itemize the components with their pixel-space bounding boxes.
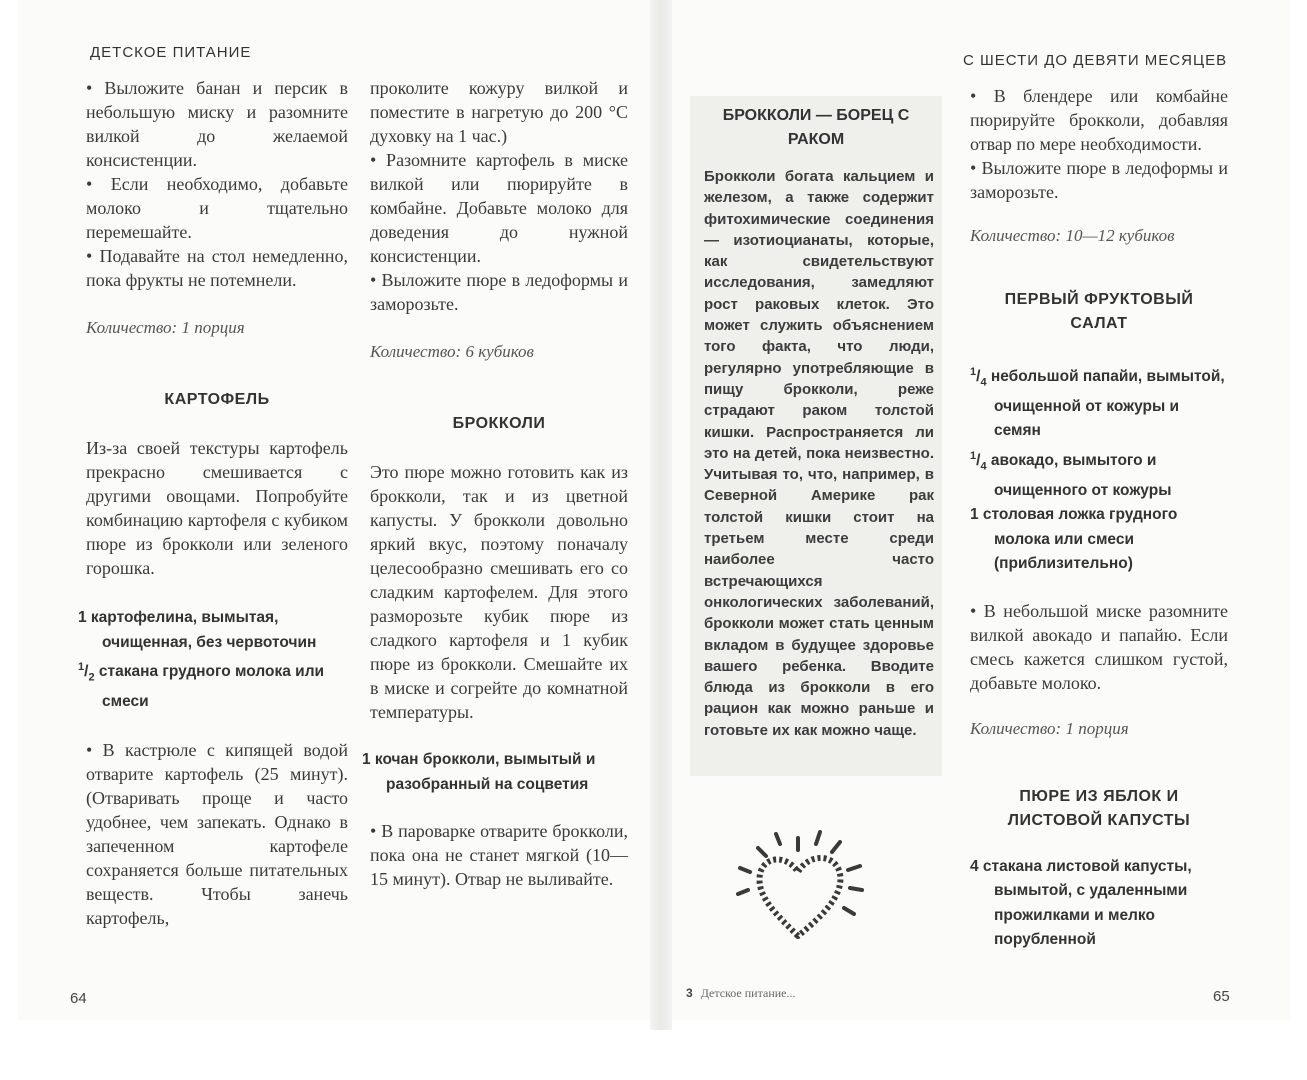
sidebar-box	[690, 96, 942, 776]
sidebar-title: БРОККОЛИ — БОРЕЦ С РАКОМ	[722, 107, 910, 148]
recipe-heading-broccoli: БРОККОЛИ	[452, 415, 546, 432]
method-step: • В пароварке отварите брокколи, пока она не станет мягкой (10—15 минут). Отвар не выливайте.	[370, 821, 628, 889]
page-number-left: 64	[70, 990, 87, 1007]
footnote-text: Детское питание...	[700, 986, 796, 1000]
fraction-denominator: 4	[980, 376, 987, 389]
ingredient-item: $^1/_4$ небольшой папайи, вымытой, очищенной от кожуры и семян	[970, 366, 1225, 440]
method-step: • В блендере или комбайне пюрируйте брокколи, добавляя отвар по мере необходимости.	[970, 86, 1228, 154]
ingredient-list	[78, 606, 348, 714]
method-step: • В небольшой миске разомните вилкой авокадо и папайю. Если смесь кажется слишком густой, добавьте молоко.	[970, 600, 1228, 693]
ingredient-item: $^1/_4$ авокадо, вымытого и очищенного от кожуры	[970, 449, 1172, 499]
left-column-2	[362, 76, 628, 891]
recipe-heading-fruit-salad: ПЕРВЫЙ ФРУКТОВЫЙ САЛАТ	[1004, 291, 1194, 332]
sidebar-body: Брокколи богата кальцием и железом, а также содержит фитохимические соединения — изотиоцианаты, которые, как свидетельствуют исследования, замедляют рост раковых клеток. Это может служить объяснением того факта, что люди, регулярно употребляющие в пищу брокколи, реже страдают раком толстой кишки. Распространяется ли это на детей, пока неизвестно. Учитывая то, что, например, в Северной Америке рак толстой кишки стоит на третьем месте среди наиболее часто встречающихся онкологических заболеваний, брокколи может стать ценным вкладом в будущее здоровье вашего ребенка. Вводите блюда из брокколи в его рацион как можно раньше и готовьте их как можно чаще.	[704, 168, 934, 739]
recipe-intro: Это пюре можно готовить как из брокколи, так и из цветной капусты. У брокколи довольно яркий вкус, поэтому поначалу целесообразно смешивать его со сладким картофелем. Для этого разморозьте кубик пюре из сладкого картофеля и 1 кубик пюре из брокколи. Смешайте их в миске и согрейте до комнатной температуры.	[370, 462, 628, 722]
quantity-note: Количество: 10—12 кубиков	[970, 226, 1175, 245]
fraction-numerator: 1	[78, 661, 85, 673]
recipe-heading-apple-kale: ПЮРЕ ИЗ ЯБЛОК И ЛИСТОВОЙ КАПУСТЫ	[1007, 787, 1191, 829]
book-gutter	[650, 0, 672, 1030]
left-column-1	[78, 76, 348, 930]
ingredient-item: 1 столовая ложка грудного молока или смеси (приблизительно)	[970, 506, 1178, 572]
method-step: • Выложите банан и персик в небольшую миску и разомните вилкой до желаемой консистенции.	[86, 78, 348, 170]
ingredient-item: 1 картофелина, вымытая, очищенная, без червоточин	[78, 609, 317, 651]
method-step: проколите кожуру вилкой и поместите в нагретую до 200 °С духовку на 1 час.)	[370, 78, 628, 146]
ingredient-list	[970, 855, 1228, 953]
fraction-denominator: 2	[88, 671, 95, 684]
ingredient-item: $^1/_2$ стакана грудного молока или смеси	[78, 661, 325, 710]
footnote	[686, 986, 796, 1001]
method-step: • Выложите пюре в ледоформы и заморозьте.	[370, 270, 628, 314]
running-head-right: С ШЕСТИ ДО ДЕВЯТИ МЕСЯЦЕВ	[963, 52, 1228, 69]
ingredient-list	[970, 360, 1228, 577]
heart-doodle-icon	[736, 826, 886, 946]
quantity-note: Количество: 1 порция	[86, 318, 245, 337]
running-head-left: ДЕТСКОЕ ПИТАНИЕ	[90, 44, 252, 61]
page-number-right: 65	[1213, 988, 1230, 1005]
ingredient-text: стакана грудного молока или смеси	[98, 663, 325, 710]
method-step: • Разомните картофель в миске вилкой или пюрируйте в комбайне. Добавьте молоко для доведения до нужной консистенции.	[370, 150, 628, 266]
ingredient-text: небольшой папайи, вымытой, очищенной от кожуры и семян	[990, 368, 1225, 440]
method-step: • Подавайте на стол немедленно, пока фрукты не потемнели.	[86, 246, 348, 290]
ingredient-item: 1 кочан брокколи, вымытый и разобранный на соцветия	[362, 751, 596, 793]
ingredient-item: 4 стакана листовой капусты, вымытой, с удаленными прожилками и мелко порубленной	[970, 857, 1192, 948]
method-step: • Выложите пюре в ледоформы и заморозьте.	[970, 158, 1228, 202]
fraction-denominator: 4	[980, 460, 987, 472]
fraction-numerator: 1	[970, 366, 977, 378]
right-column	[970, 84, 1228, 953]
ingredient-list	[362, 748, 628, 797]
method-step: • В кастрюле с кипящей водой отварите картофель (25 минут). (Отваривать проще и часто удобнее, чем запекать. Однако в запеченном картофеле сохраняется больше питательных веществ. Чтобы занечь картофель,	[86, 740, 348, 929]
quantity-note: Количество: 6 кубиков	[370, 342, 534, 361]
recipe-heading-potato: КАРТОФЕЛЬ	[164, 391, 270, 408]
method-step: • Если необходимо, добавьте молоко и тщательно перемешайте.	[86, 174, 348, 242]
recipe-intro: Из-за своей текстуры картофель прекрасно смешивается с другими овощами. Попробуйте комбинацию картофеля с кубиком пюре из брокколи или зеленого горошка.	[86, 438, 348, 578]
footnote-number: 3	[686, 986, 693, 1000]
ingredient-text: авокадо, вымытого и очищенного от кожуры	[990, 451, 1172, 499]
quantity-note: Количество: 1 порция	[970, 718, 1129, 738]
fraction-numerator: 1	[970, 449, 977, 462]
